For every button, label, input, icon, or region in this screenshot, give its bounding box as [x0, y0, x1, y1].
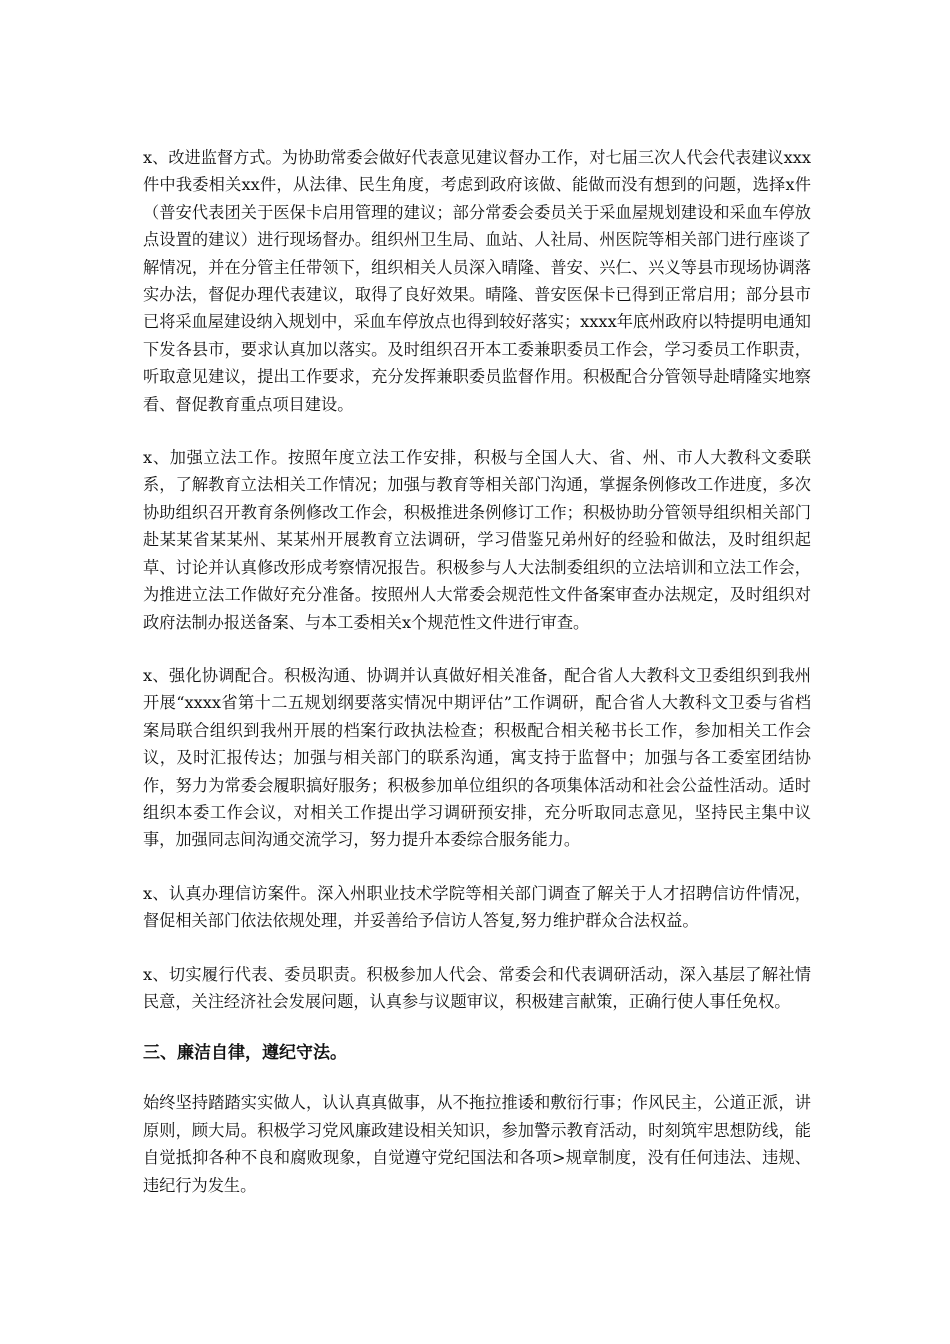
paragraph-duties: x、切实履行代表、委员职责。积极参加人代会、常委会和代表调研活动，深入基层了解社情民意，关注经济社会发展问题，认真参与议题审议，积极建言献策，正确行使人事任免权。: [143, 964, 811, 1011]
paragraph-legislation: x、加强立法工作。按照年度立法工作安排，积极与全国人大、省、州、市人大教科文委联系，了解教育立法相关工作情况；加强与教育等相关部门沟通，掌握条例修改工作进度，多次协助组织召开教育条例修改工作会，积极推进条例修订工作；积极协助分管领导组织相关部门赴某某省某某州、某某州开展教育立法调研，学习借鉴兄弟州好的经验和做法，及时组织起草、讨论并认真修改形成考察情况报告。积极参与人大法制委组织的立法培训和立法工作会，为推进立法工作做好充分准备。按照州人大常委会规范性文件备案审查办法规定，及时组织对政府法制办报送备案、与本工委相关x个规范性文件进行审查。: [143, 448, 811, 632]
paragraph-petition: x、认真办理信访案件。深入州职业技术学院等相关部门调查了解关于人才招聘信访件情况，督促相关部门依法依规处理，并妥善给予信访人答复,努力维护群众合法权益。: [143, 883, 811, 931]
section-heading: 三、廉洁自律，遵纪守法。: [143, 1043, 347, 1064]
paragraph-integrity: 始终坚持踏踏实实做人，认认真真做事，从不拖拉推诿和敷衍行事；作风民主，公道正派，讲原则，顾大局。积极学习党风廉政建设相关知识，参加警示教育活动，时刻筑牢思想防线，能自觉抵抑各种不良和腐败现象，自觉遵守党纪国法和各项>规章制度，没有任何违法、违规、违纪行为发生。: [143, 1093, 811, 1195]
paragraph-supervision: x、改进监督方式。为协助常委会做好代表意见建议督办工作，对七届三次人代会代表建议xxx件中我委相关xx件，从法律、民生角度，考虑到政府该做、能做而没有想到的问题，选择x件（普安代表团关于医保卡启用管理的建议；部分常委会委员关于采血屋规划建设和采血车停放点设置的建议）进行现场督办。组织州卫生局、血站、人社局、州医院等相关部门进行座谈了解情况，并在分管主任带领下，组织相关人员深入晴隆、普安、兴仁、兴义等县市现场协调落实办法，督促办理代表建议，取得了良好效果。晴隆、普安医保卡已得到正常启用；部分县市已将采血屋建设纳入规划中，采血车停放点也得到较好落实；xxxx年底州政府以特提明电通知下发各县市，要求认真加以落实。及时组织召开本工委兼职委员工作会，学习委员工作职责，听取意见建议，提出工作要求，充分发挥兼职委员监督作用。积极配合分管领导赴晴隆实地察看、督促教育重点项目建设。: [143, 148, 811, 414]
paragraph-coordination: x、强化协调配合。积极沟通、协调并认真做好相关准备，配合省人大教科文卫委组织到我州开展“xxxx省第十二五规划纲要落实情况中期评估”工作调研，配合省人大教科文卫委与省档案局联合组织到我州开展的档案行政执法检查；积极配合相关秘书长工作，参加相关工作会议，及时汇报传达；加强与相关部门的联系沟通，寓支持于监督中；加强与各工委室团结协作，努力为常委会履职搞好服务；积极参加单位组织的各项集体活动和社会公益性活动。适时组织本委工作会议，对相关工作提出学习调研预安排，充分听取同志意见，坚持民主集中议事，加强同志间沟通交流学习，努力提升本委综合服务能力。: [143, 665, 811, 850]
document-body: [143, 144, 811, 1199]
